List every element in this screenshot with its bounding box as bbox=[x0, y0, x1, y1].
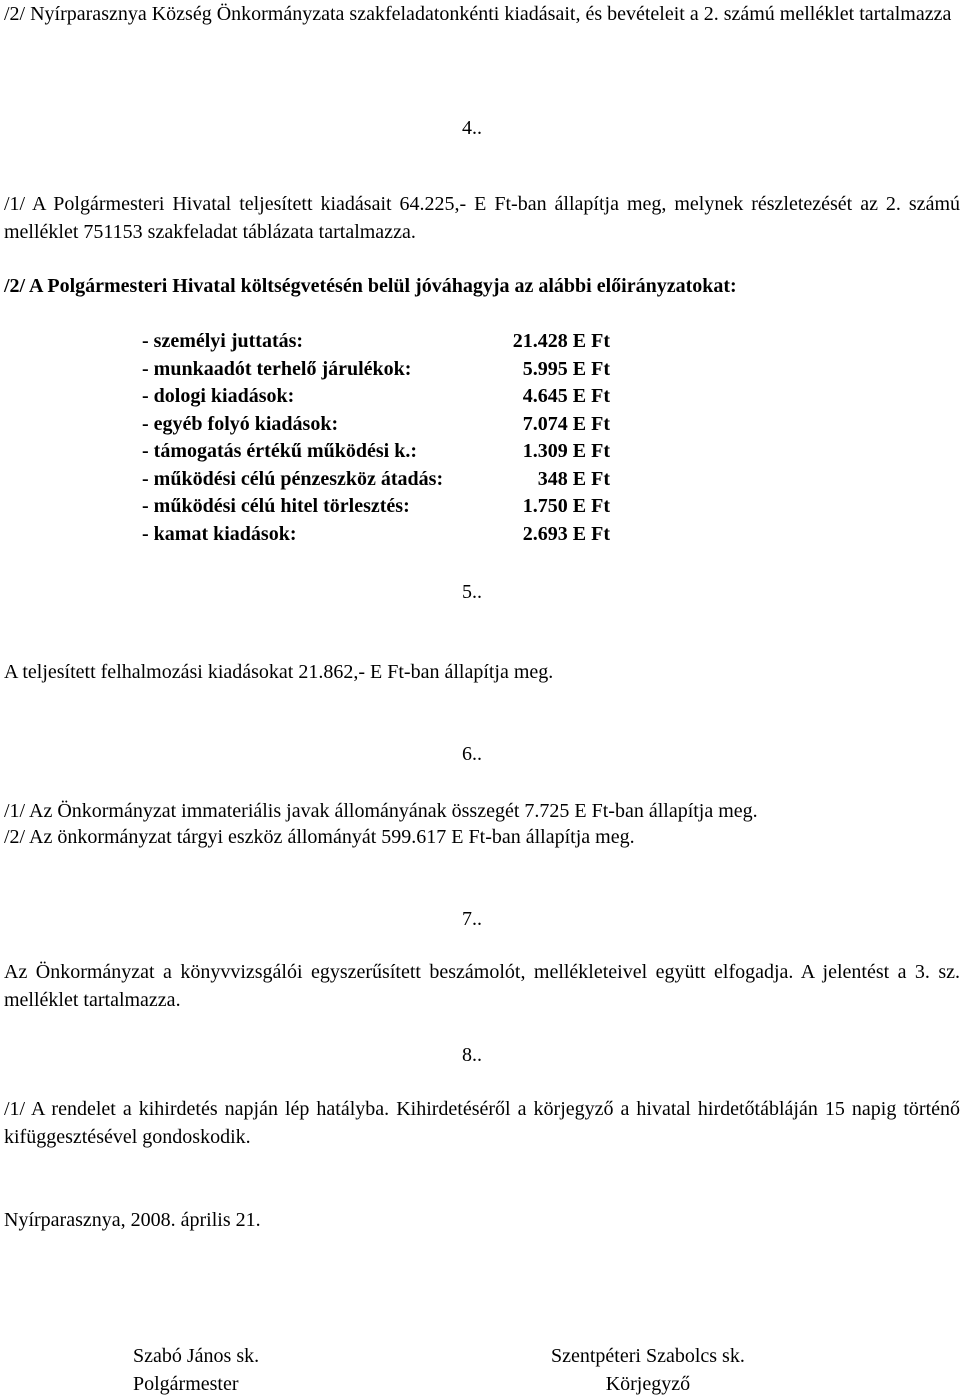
list-item bbox=[142, 466, 662, 494]
item-value: 1.750 E Ft bbox=[522, 495, 610, 517]
signature-name: Szabó János sk. bbox=[133, 1345, 260, 1367]
signature-mayor bbox=[133, 1342, 259, 1398]
list-item bbox=[142, 493, 662, 521]
appropriations-list bbox=[142, 328, 662, 548]
item-label: - működési célú hitel törlesztés: bbox=[142, 495, 410, 517]
item-label: - személyi juttatás: bbox=[142, 330, 304, 352]
list-item bbox=[142, 438, 662, 466]
section-5-heading: 5.. bbox=[462, 581, 482, 603]
section-4-heading: 4.. bbox=[462, 117, 482, 139]
list-item bbox=[142, 328, 662, 356]
section-4-paragraph-1: /1/ A Polgármesteri Hivatal teljesített kiadásait 64.225,- E Ft-ban állapítja meg, melynek részletezését az 2. számú melléklet 751153 szakfeladat táblázata tartalmazza. bbox=[4, 193, 960, 243]
list-item bbox=[142, 411, 662, 439]
item-value: 4.645 E Ft bbox=[522, 385, 610, 407]
section-8-heading: 8.. bbox=[462, 1044, 482, 1066]
item-label: - dologi kiadások: bbox=[142, 385, 295, 407]
item-value: 7.074 E Ft bbox=[522, 412, 610, 435]
item-label: - egyéb folyó kiadások: bbox=[142, 412, 339, 435]
section-8-paragraph-1: /1/ A rendelet a kihirdetés napján lép hatályba. Kihirdetéséről a körjegyző a hivatal hirdetőtábláján 15 napig történő kifüggesztésével gondoskodik. bbox=[4, 1098, 960, 1148]
section-6-heading: 6.. bbox=[462, 743, 482, 765]
section-6-paragraph-2: /2/ Az önkormányzat tárgyi eszköz állományát 599.617 E Ft-ban állapítja meg. bbox=[4, 826, 635, 848]
item-value: 2.693 E Ft bbox=[522, 522, 610, 545]
list-item bbox=[142, 356, 662, 384]
list-item bbox=[142, 521, 662, 549]
signature-notary bbox=[551, 1342, 745, 1398]
section-5-paragraph-1: A teljesített felhalmozási kiadásokat 21.862,- E Ft-ban állapítja meg. bbox=[4, 661, 554, 683]
signature-name: Szentpéteri Szabolcs sk. bbox=[551, 1345, 745, 1367]
list-item bbox=[142, 383, 662, 411]
section-6-paragraph-1: /1/ Az Önkormányzat immateriális javak állományának összegét 7.725 E Ft-ban állapítja meg. bbox=[4, 800, 758, 822]
item-label: - kamat kiadások: bbox=[142, 522, 297, 545]
section-4-paragraph-2: /2/ A Polgármesteri Hivatal költségvetésén belül jóváhagyja az alábbi előirányzatokat: bbox=[4, 275, 737, 297]
item-value: 348 E Ft bbox=[537, 467, 610, 490]
section-7-paragraph-1: Az Önkormányzat a könyvvizsgálói egyszerűsített beszámolót, mellékleteivel együtt elfogadja. A jelentést a 3. sz. melléklet tartalmazza. bbox=[4, 961, 960, 1011]
item-label: - működési célú pénzeszköz átadás: bbox=[142, 467, 444, 490]
item-label: - támogatás értékű működési k.: bbox=[142, 440, 417, 462]
item-value: 21.428 E Ft bbox=[512, 330, 610, 352]
section-7-heading: 7.. bbox=[462, 908, 482, 930]
item-value: 5.995 E Ft bbox=[522, 357, 610, 380]
intro-paragraph: /2/ Nyírparasznya Község Önkormányzata szakfeladatonkénti kiadásait, és bevételeit a 2. számú melléklet tartalmazza bbox=[4, 3, 952, 25]
item-value: 1.309 E Ft bbox=[522, 440, 610, 462]
item-label: - munkaadót terhelő járulékok: bbox=[142, 357, 412, 380]
signature-title: Polgármester bbox=[133, 1373, 239, 1395]
signature-title: Körjegyző bbox=[605, 1373, 691, 1395]
place-and-date: Nyírparasznya, 2008. április 21. bbox=[4, 1209, 261, 1231]
